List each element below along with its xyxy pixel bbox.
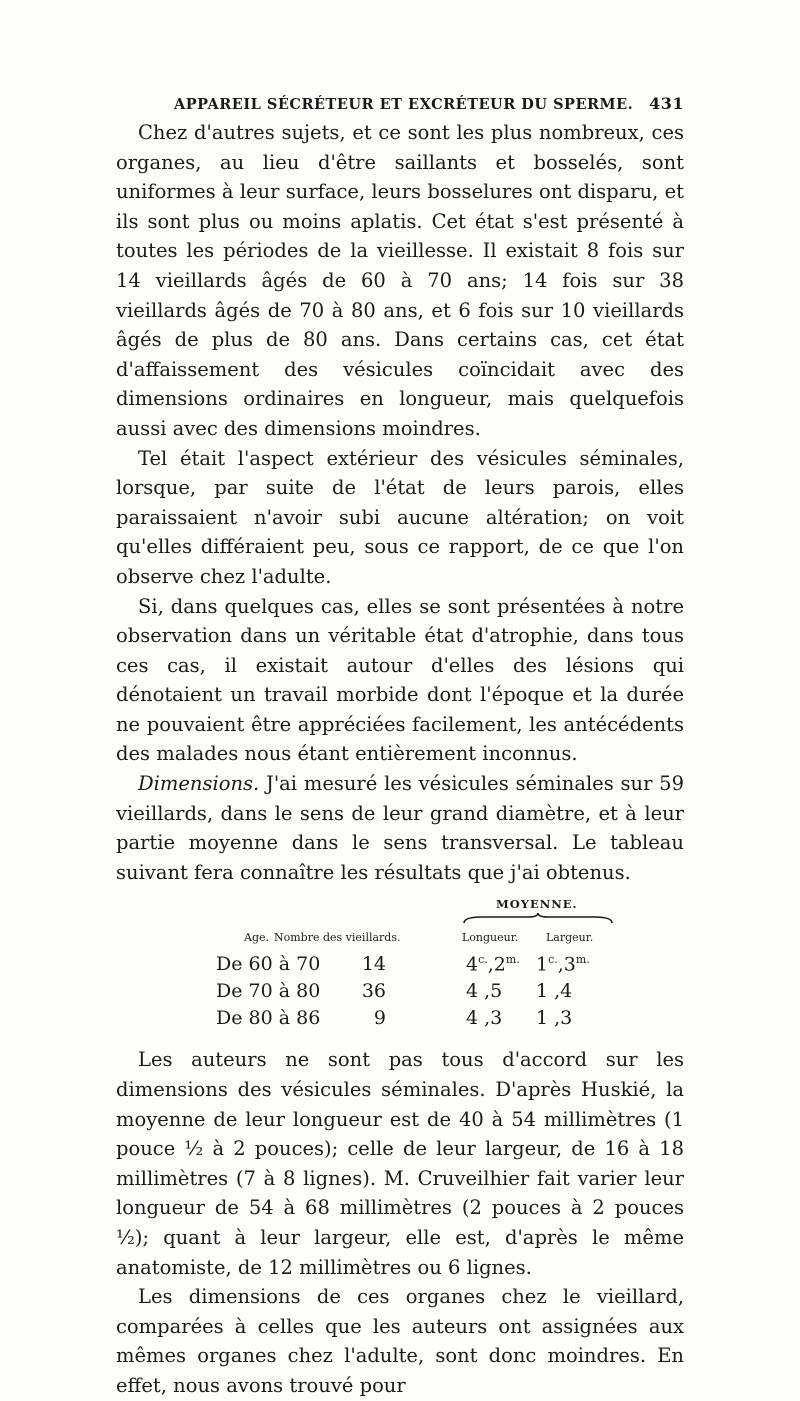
header-count: Nombre des vieillards. <box>274 931 401 945</box>
cell-width: 1 ,3 <box>536 1007 573 1030</box>
paragraph: Les auteurs ne sont pas tous d'accord sur les dimensions des vésicules séminales. D'après Huskié, la moyenne de leur longueur est de 40 à 54 millimètres (1 pouce ½ à 2 pouces); celle de leur largeur, de 16 à 18 millimètres (7 à 8 lignes). M. Cruveilhier fait varier leur longueur de 54 à 68 millimètres (2 pouces à 2 pouces ½); quant à leur largeur, elle est, d'après le même anatomiste, de 12 millimètres ou 6 lignes. <box>116 1048 684 1279</box>
paragraph: Si, dans quelques cas, elles se sont présentées à notre observation dans un véritable état d'atrophie, dans tous ces cas, il existait autour d'elles des lésions qui dénotaient un travail morbide dont l'époque et la durée ne pouvaient être appréciées facilement, les antécédents des malades nous étant entièrement inconnus. <box>116 594 684 766</box>
table-row <box>116 1007 684 1033</box>
paragraph-lead: Dimensions. <box>138 772 260 796</box>
cell-length: $4^{c.},2^{m.}$ <box>466 953 520 976</box>
cell-length: 4 ,3 <box>466 1007 503 1030</box>
table-group-label: MOYENNE. <box>496 897 578 912</box>
cell-age: De 70 à 80 <box>216 980 321 1003</box>
cell-width: 1 ,4 <box>536 980 573 1003</box>
paragraph: Chez d'autres sujets, et ce sont les plus nombreux, ces organes, au lieu d'être saillants et bosselés, sont uniformes à leur surface, leurs bosselures ont disparu, et ils sont plus ou moins aplatis. Cet état s'est présenté à toutes les périodes de la vieillesse. Il existait 8 fois sur 14 vieillards âgés de 60 à 70 ans; 14 fois sur 38 vieillards âgés de 70 à 80 ans, et 6 fois sur 10 vieillards âgés de plus de 80 ans. Dans certains cas, cet état d'affaissement des vésicules coïncidait avec des dimensions ordinaires en longueur, mais quelquefois aussi avec des dimensions moindres. <box>116 121 684 440</box>
header-age: Age. <box>244 931 269 945</box>
page-number: 431 <box>649 94 684 113</box>
cell-width: $1^{c.},3^{m.}$ <box>536 953 590 976</box>
cell-count-value: 9 <box>373 1007 386 1030</box>
paragraph: Tel était l'aspect extérieur des vésicules séminales, lorsque, par suite de l'état de leurs parois, elles paraissaient n'avoir subi aucune altération; on voit qu'elles différaient peu, sous ce rapport, de ce que l'on observe chez l'adulte. <box>116 446 684 588</box>
cell-count-value: 14 <box>361 953 386 976</box>
running-head <box>116 88 684 118</box>
paragraph: Les dimensions de ces organes chez le vieillard, comparées à celles que les auteurs ont assignées aux mêmes organes chez l'adulte, sont donc moindres. En effet, nous avons trouvé pour <box>116 1285 684 1397</box>
running-title: APPAREIL SÉCRÉTEUR ET EXCRÉTEUR DU SPERME. <box>174 96 634 113</box>
cell-age: De 80 à 86 <box>216 1007 321 1030</box>
header-length: Longueur. <box>462 931 519 945</box>
brace-icon <box>462 913 614 925</box>
paragraph-text: J'ai mesuré les vésicules séminales sur 59 vieillards, dans le sens de leur grand diamètre, et à leur partie moyenne dans le sens transversal. Le tableau suivant fera connaître les résultats que j'ai obtenus. <box>116 772 684 884</box>
cell-age: De 60 à 70 <box>216 953 321 976</box>
measurements-table <box>116 895 684 1035</box>
paragraph-dimensions <box>116 769 684 887</box>
page <box>116 88 684 1401</box>
cell-count-value: 36 <box>361 980 386 1003</box>
cell-length: 4 ,5 <box>466 980 503 1003</box>
table-row <box>116 980 684 1006</box>
table-row <box>116 953 684 979</box>
header-width: Largeur. <box>546 931 594 945</box>
